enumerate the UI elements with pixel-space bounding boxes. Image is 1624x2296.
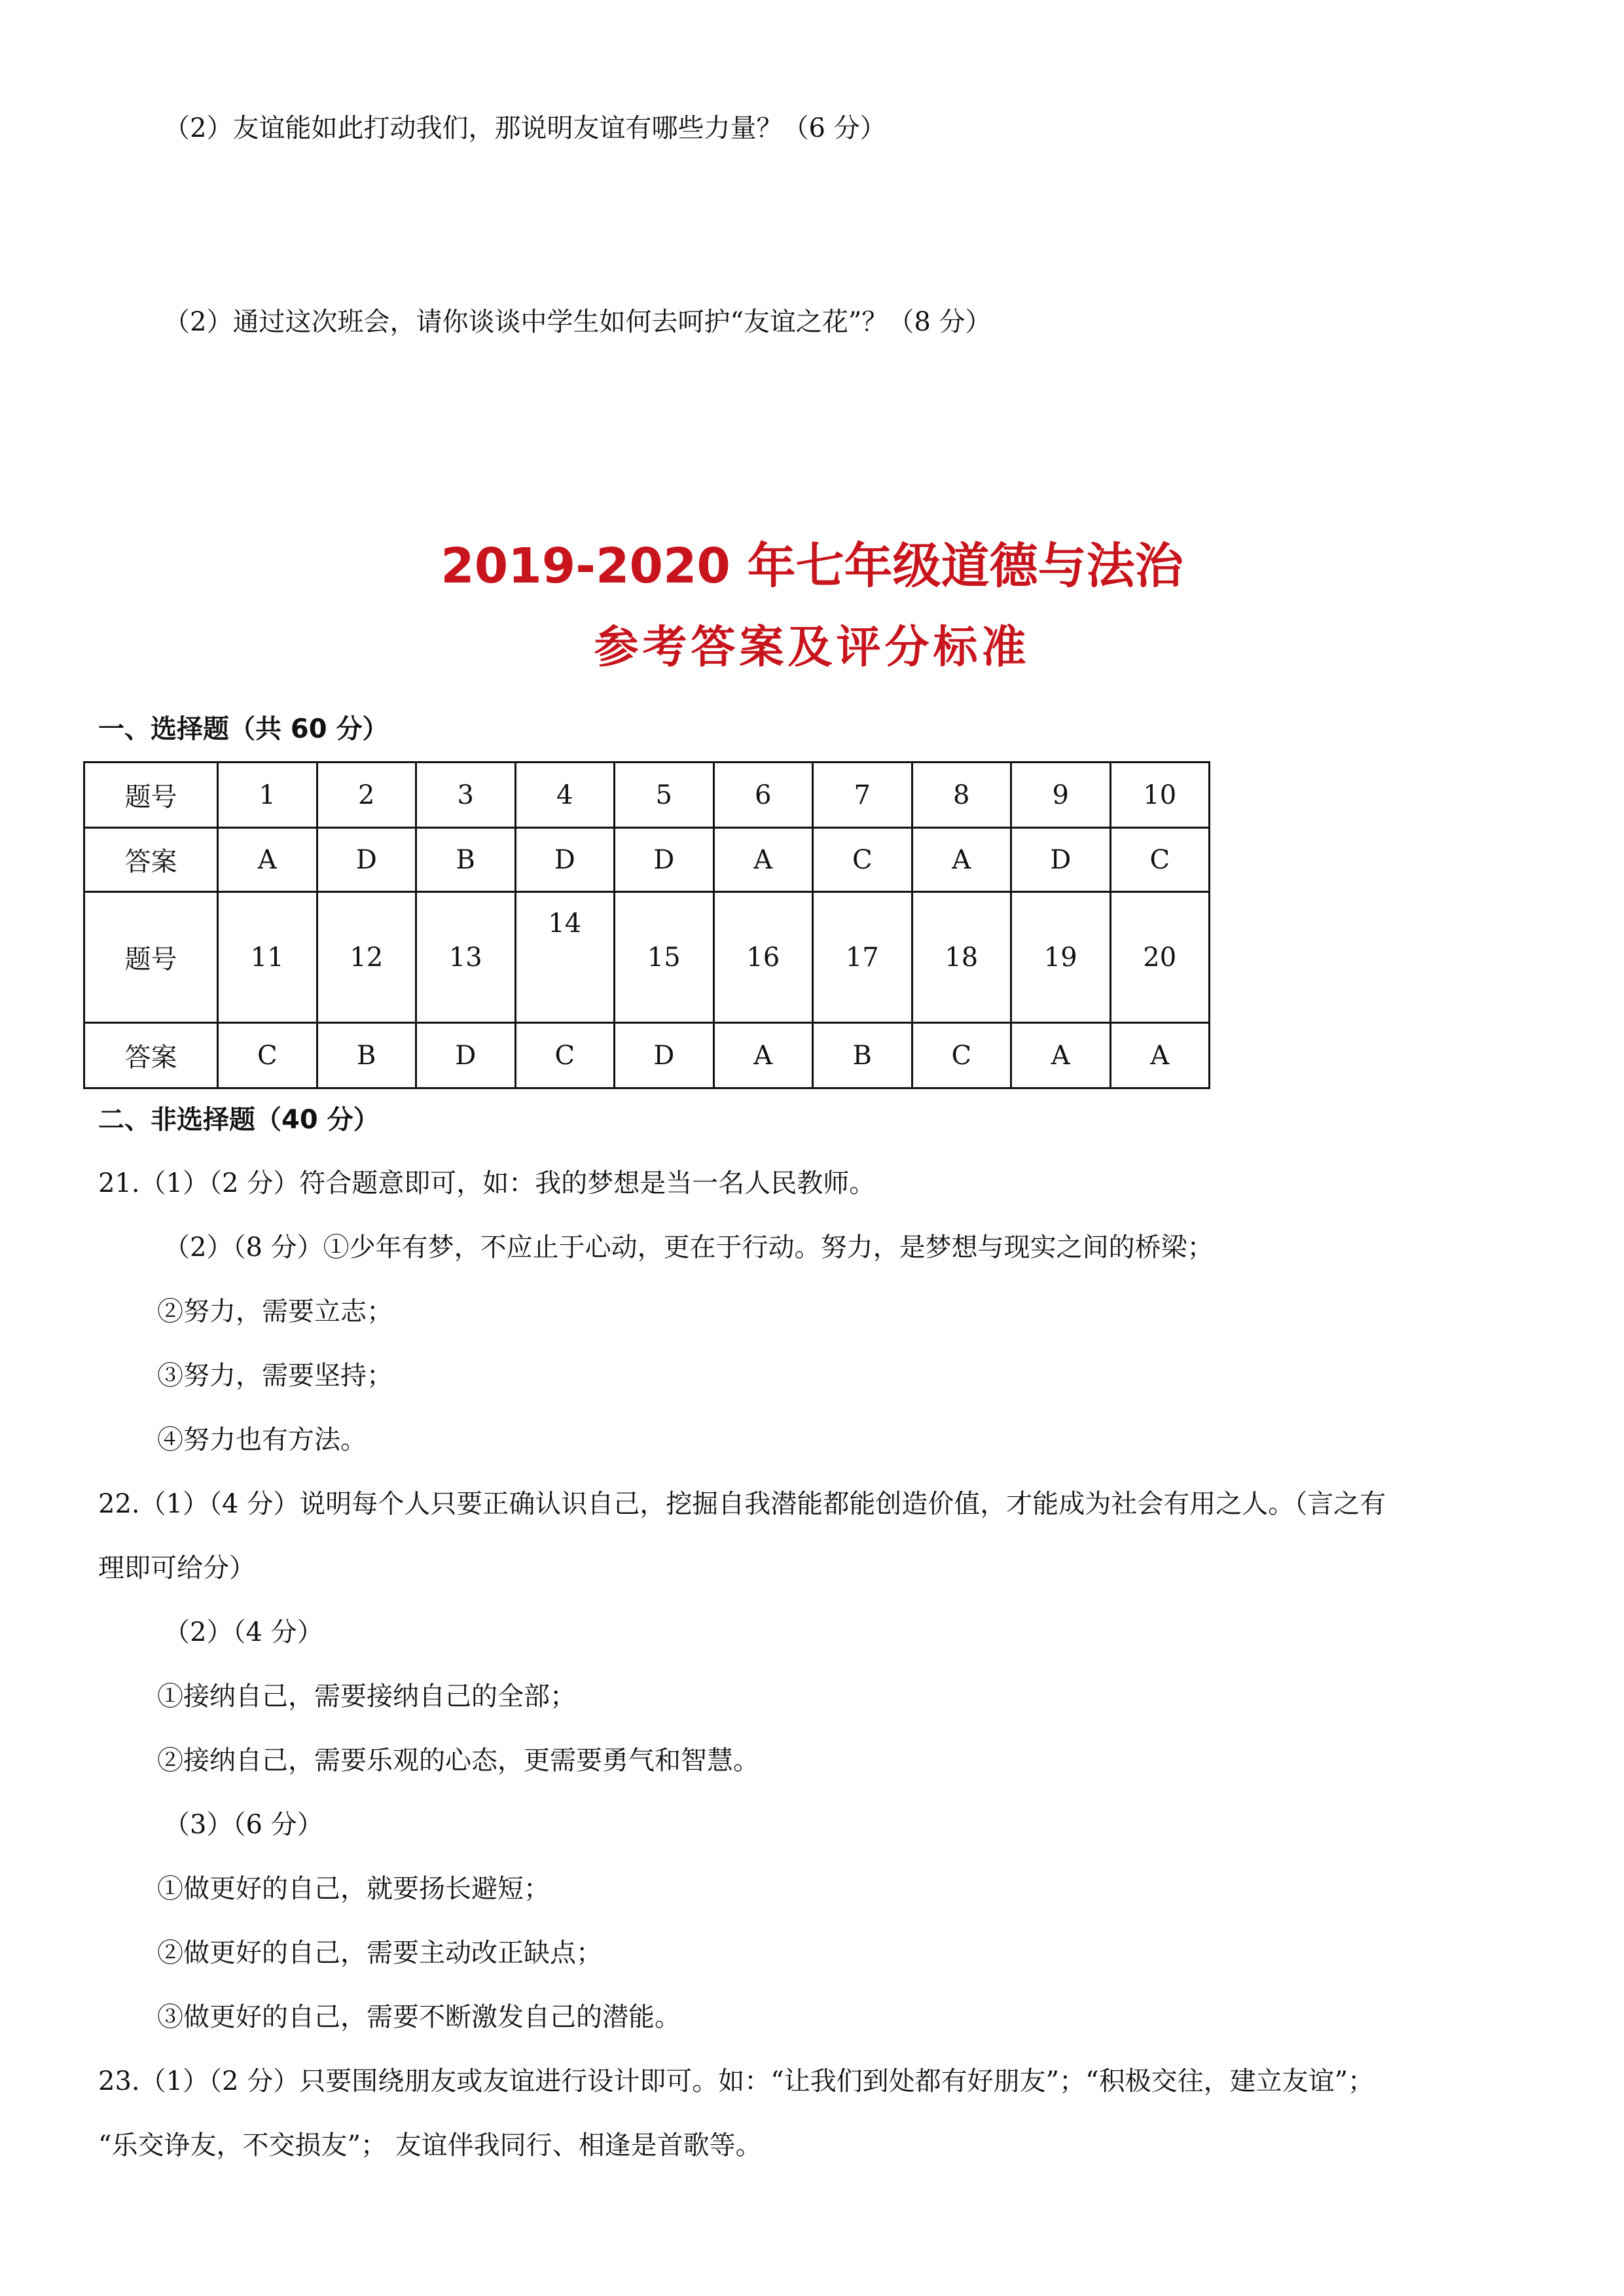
answer-cell: C: [912, 1023, 1011, 1088]
answer-22-2: （2）（4 分）: [164, 1617, 323, 1647]
answer-cell: A: [1110, 1023, 1210, 1088]
table-row: [84, 1023, 1210, 1088]
table-row: [84, 892, 1210, 1023]
answer-cell: A: [218, 828, 317, 892]
answer-22-1: 22.（1）（4 分）说明每个人只要正确认识自己，挖掘自我潜能都能创造价值，才能成为社会有用之人。（言之有: [98, 1489, 1386, 1519]
question-number: 1: [218, 762, 317, 828]
answer-cell: D: [615, 828, 714, 892]
question-number: 16: [713, 892, 813, 1023]
answer-22-3-point: ①做更好的自己，就要扬长避短；: [157, 1874, 550, 1904]
document-subtitle: 参考答案及评分标准: [594, 622, 1030, 673]
answer-23-1-continued: “乐交诤友，不交损友”； 友谊伴我同行、相逢是首歌等。: [98, 2130, 762, 2161]
answer-22-2-point: ①接纳自己，需要接纳自己的全部；: [157, 1681, 576, 1712]
question-number: 20: [1110, 892, 1210, 1023]
question-number: 8: [912, 762, 1011, 828]
answer-cell: C: [813, 828, 912, 892]
answer-cell: B: [813, 1023, 912, 1088]
question-2-friendship-power: （2）友谊能如此打动我们，那说明友谊有哪些力量？（6 分）: [164, 113, 886, 143]
section-2-heading: 二、非选择题（40 分）: [98, 1105, 380, 1135]
document-title: 2019-2020 年七年级道德与法治: [441, 538, 1183, 594]
question-number: 11: [218, 892, 317, 1023]
answer-table: [83, 761, 1210, 1089]
row-label-answer: 答案: [84, 828, 218, 892]
question-number: 18: [912, 892, 1011, 1023]
table-row: [84, 828, 1210, 892]
answer-cell: D: [1011, 828, 1111, 892]
question-number: 12: [317, 892, 416, 1023]
question-number: 5: [615, 762, 714, 828]
question-number: 7: [813, 762, 912, 828]
section-1-heading: 一、选择题（共 60 分）: [98, 714, 389, 744]
answer-cell: D: [615, 1023, 714, 1088]
question-number: 13: [416, 892, 516, 1023]
question-number: 9: [1011, 762, 1111, 828]
table-row: [84, 762, 1210, 828]
answer-22-3: （3）（6 分）: [164, 1810, 323, 1840]
question-number: 19: [1011, 892, 1111, 1023]
row-label-answer: 答案: [84, 1023, 218, 1088]
question-number: 2: [317, 762, 416, 828]
question-number: 14: [515, 892, 615, 1023]
answer-cell: B: [416, 828, 516, 892]
answer-22-2-point: ②接纳自己，需要乐观的心态，更需要勇气和智慧。: [157, 1746, 759, 1776]
answer-21-2-point: ③努力，需要坚持；: [157, 1361, 393, 1391]
row-label-question: 题号: [84, 762, 218, 828]
answer-21-2-point: ②努力，需要立志；: [157, 1297, 393, 1327]
answer-cell: C: [218, 1023, 317, 1088]
answer-21-1: 21.（1）（2 分）符合题意即可，如：我的梦想是当一名人民教师。: [98, 1168, 876, 1198]
answer-cell: C: [515, 1023, 615, 1088]
answer-cell: D: [515, 828, 615, 892]
answer-cell: A: [713, 828, 813, 892]
answer-22-3-point: ②做更好的自己，需要主动改正缺点；: [157, 1938, 602, 1968]
answer-cell: A: [713, 1023, 813, 1088]
question-number: 4: [515, 762, 615, 828]
question-2-protect-friendship: （2）通过这次班会，请你谈谈中学生如何去呵护“友谊之花”？（8 分）: [164, 307, 992, 337]
answer-22-1-continued: 理即可给分）: [98, 1553, 255, 1583]
answer-21-2-point: ④努力也有方法。: [157, 1425, 367, 1455]
answer-cell: D: [416, 1023, 516, 1088]
question-number: 17: [813, 892, 912, 1023]
question-number: 6: [713, 762, 813, 828]
row-label-question: 题号: [84, 892, 218, 1023]
answer-22-3-point: ③做更好的自己，需要不断激发自己的潜能。: [157, 2002, 681, 2032]
answer-23-1: 23.（1）（2 分）只要围绕朋友或友谊进行设计即可。如：“让我们到处都有好朋友”；“积极交往，建立友谊”；: [98, 2066, 1375, 2096]
answer-cell: A: [1011, 1023, 1111, 1088]
answer-cell: B: [317, 1023, 416, 1088]
answer-cell: C: [1110, 828, 1210, 892]
question-number: 3: [416, 762, 516, 828]
answer-21-2: （2）（8 分）①少年有梦，不应止于心动，更在于行动。努力，是梦想与现实之间的桥梁；: [164, 1232, 1214, 1263]
answer-cell: D: [317, 828, 416, 892]
question-number: 10: [1110, 762, 1210, 828]
answer-cell: A: [912, 828, 1011, 892]
question-number: 15: [615, 892, 714, 1023]
